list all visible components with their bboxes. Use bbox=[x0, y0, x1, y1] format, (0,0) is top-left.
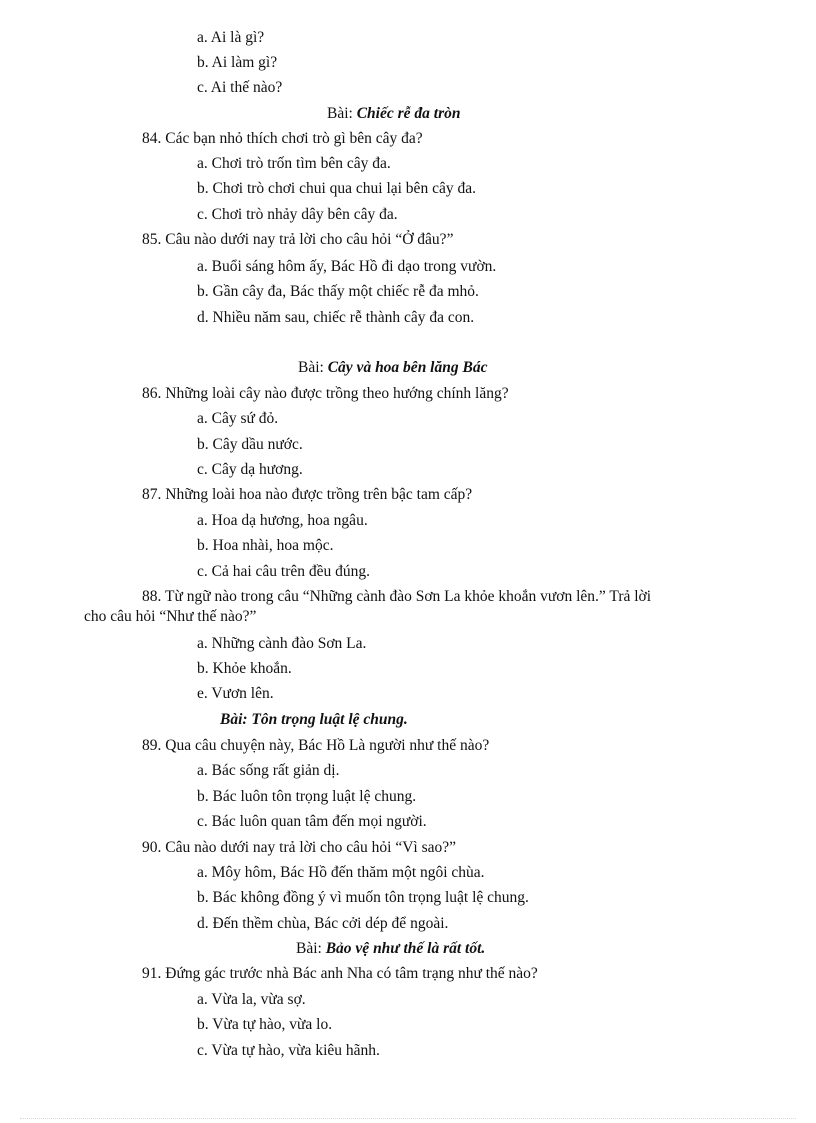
option-89-a: a. Bác sống rất giản dị. bbox=[197, 762, 340, 779]
option-87-c: c. Cả hai câu trên đều đúng. bbox=[197, 563, 371, 580]
option-84-b: b. Chơi trò chơi chui qua chui lại bên cây đa. bbox=[197, 180, 476, 197]
option-90-d: d. Đến thềm chùa, Bác cởi dép để ngoài. bbox=[197, 915, 449, 932]
top-option-a: a. Ai là gì? bbox=[197, 29, 265, 46]
option-88-a: a. Những cành đào Sơn La. bbox=[197, 635, 367, 652]
section-title-ton-trong-luat-le: Bài: Tôn trọng luật lệ chung. bbox=[220, 711, 408, 728]
question-88-continuation: cho câu hỏi “Như thế nào?” bbox=[84, 608, 257, 625]
option-90-a: a. Môy hôm, Bác Hồ đến thăm một ngôi chùa. bbox=[197, 864, 485, 881]
option-85-b: b. Gần cây đa, Bác thấy một chiếc rễ đa mhỏ. bbox=[197, 283, 479, 300]
question-85: 85. Câu nào dưới nay trả lời cho câu hỏi “Ở đâu?” bbox=[142, 231, 454, 248]
question-86: 86. Những loài cây nào được trồng theo hướng chính lăng? bbox=[142, 385, 509, 402]
question-91: 91. Đứng gác trước nhà Bác anh Nha có tâm trạng như thế nào? bbox=[142, 965, 538, 982]
option-86-a: a. Cây sứ đỏ. bbox=[197, 410, 279, 427]
option-91-b: b. Vừa tự hào, vừa lo. bbox=[197, 1016, 333, 1033]
section-title-cay-va-hoa: Bài: Cây và hoa bên lăng Bác bbox=[298, 359, 488, 376]
section-title-bao-ve: Bài: Bảo vệ như thế là rất tốt. bbox=[296, 940, 486, 957]
option-86-b: b. Cây dầu nước. bbox=[197, 436, 303, 453]
option-84-c: c. Chơi trò nhảy dây bên cây đa. bbox=[197, 206, 398, 223]
question-84: 84. Các bạn nhỏ thích chơi trò gì bên cây đa? bbox=[142, 130, 423, 147]
option-88-b: b. Khỏe khoắn. bbox=[197, 660, 292, 677]
option-87-a: a. Hoa dạ hương, hoa ngâu. bbox=[197, 512, 368, 529]
option-90-b: b. Bác không đồng ý vì muốn tôn trọng luật lệ chung. bbox=[197, 889, 529, 906]
option-91-a: a. Vừa la, vừa sợ. bbox=[197, 991, 306, 1008]
section-title-chiec-re-da-tron: Bài: Chiếc rễ đa tròn bbox=[327, 105, 461, 122]
question-87: 87. Những loài hoa nào được trồng trên bậc tam cấp? bbox=[142, 486, 473, 503]
option-87-b: b. Hoa nhài, hoa mộc. bbox=[197, 537, 334, 554]
option-84-a: a. Chơi trò trốn tìm bên cây đa. bbox=[197, 155, 391, 172]
option-85-d: d. Nhiều năm sau, chiếc rễ thành cây đa con. bbox=[197, 309, 475, 326]
question-89: 89. Qua câu chuyện này, Bác Hồ Là người như thế nào? bbox=[142, 737, 490, 754]
option-85-a: a. Buổi sáng hôm ấy, Bác Hồ đi dạo trong vườn. bbox=[197, 258, 497, 275]
question-90: 90. Câu nào dưới nay trả lời cho câu hỏi “Vì sao?” bbox=[142, 839, 457, 856]
option-89-b: b. Bác luôn tôn trọng luật lệ chung. bbox=[197, 788, 417, 805]
top-option-b: b. Ai làm gì? bbox=[197, 54, 278, 71]
top-option-c: c. Ai thế nào? bbox=[197, 79, 283, 96]
page-bottom-divider bbox=[20, 1118, 796, 1119]
option-86-c: c. Cây dạ hương. bbox=[197, 461, 303, 478]
option-89-c: c. Bác luôn quan tâm đến mọi người. bbox=[197, 813, 427, 830]
question-88: 88. Từ ngữ nào trong câu “Những cành đào Sơn La khỏe khoắn vươn lên.” Trả lời bbox=[142, 588, 652, 605]
option-91-c: c. Vừa tự hào, vừa kiêu hãnh. bbox=[197, 1042, 380, 1059]
option-88-e: e. Vươn lên. bbox=[197, 685, 274, 702]
